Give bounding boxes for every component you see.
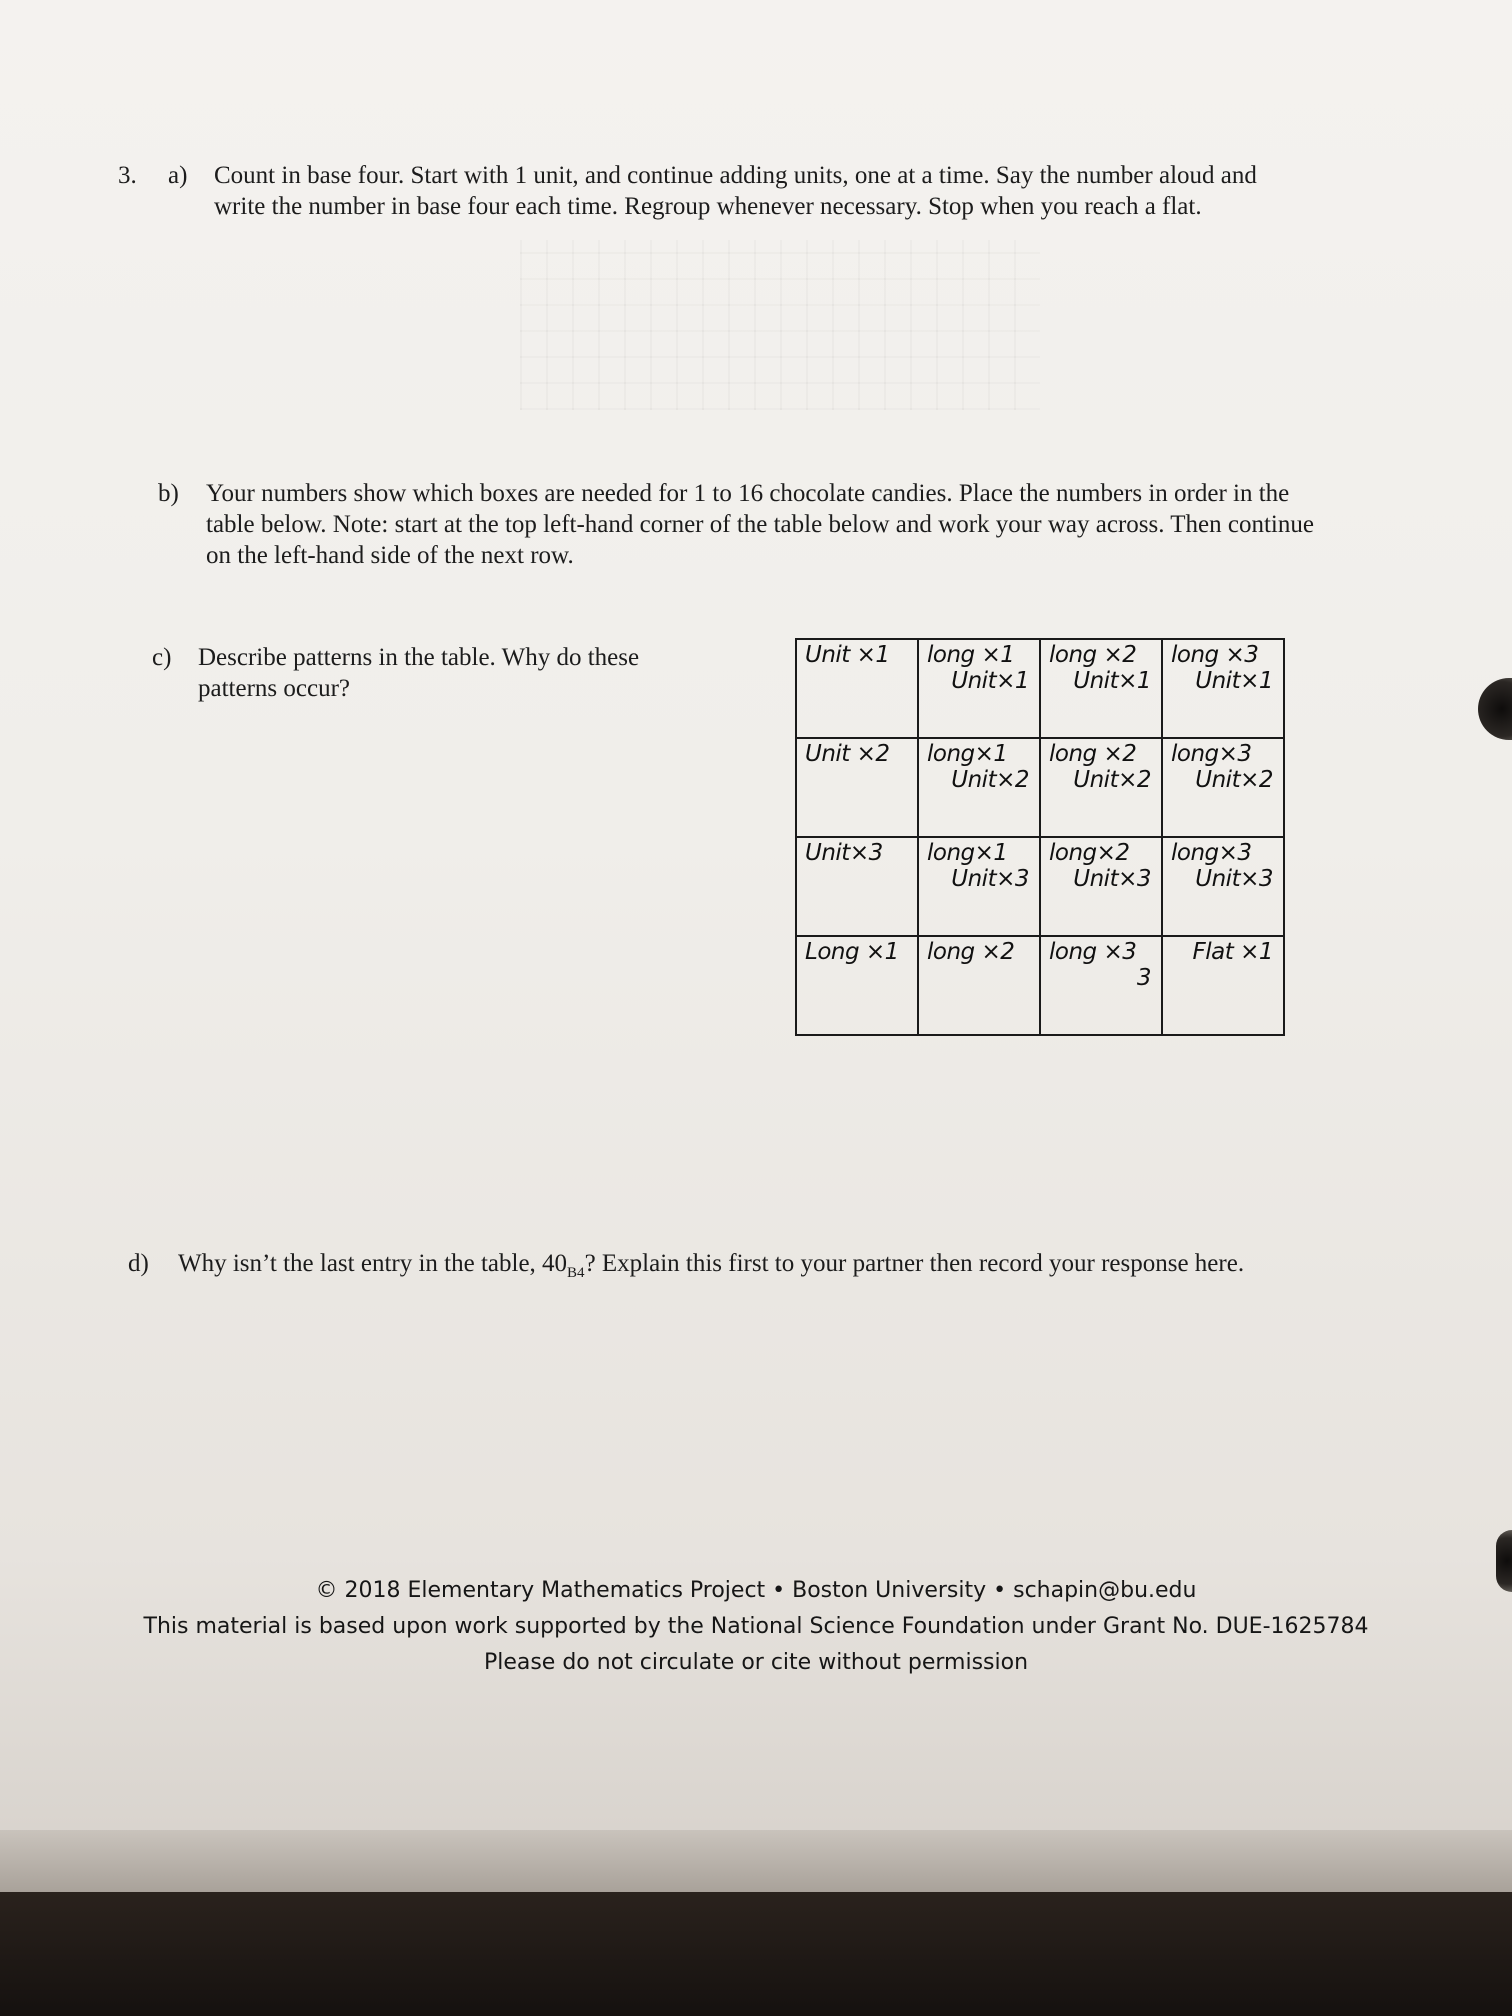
cell-line-2: Unit×3: [1073, 866, 1151, 892]
footer-line-1: © 2018 Elementary Mathematics Project • Boston University • schapin@bu.edu: [315, 1578, 1197, 1603]
cell-line-1: long×2: [1049, 840, 1130, 866]
table-cell: [1040, 936, 1162, 1035]
part-b: [158, 478, 1338, 578]
part-c: [152, 642, 672, 712]
cell-line-1: long×1: [927, 840, 1008, 866]
table-cell: [796, 837, 918, 936]
table-cell: [796, 738, 918, 837]
part-b-label: b): [158, 480, 179, 507]
cell-line-1: long ×3: [1049, 939, 1137, 965]
table-cell: [1040, 837, 1162, 936]
table-cell: [1162, 738, 1284, 837]
part-d-text: [178, 1248, 1308, 1289]
table-cell: [1040, 738, 1162, 837]
part-a-label: a): [168, 162, 188, 189]
part-d-subscript: B4: [567, 1265, 585, 1281]
cell-line-1: Long ×1: [805, 939, 899, 965]
table-cell: [1040, 639, 1162, 738]
cell-line-1: Unit ×1: [805, 642, 890, 668]
table-row: [796, 738, 1284, 837]
part-b-text: Your numbers show which boxes are needed for 1 to 16 chocolate candies. Place the numbers in order in the table below. Note: start at the top left-hand corner of the table below and work your way across. Then continue on the left-hand side of the next row.: [206, 480, 1314, 569]
cell-line-2: 3: [1136, 965, 1151, 991]
table-cell: [796, 639, 918, 738]
part-d-label: d): [128, 1250, 149, 1277]
cell-line-2: Unit×1: [1195, 668, 1273, 694]
answer-table-grid: [795, 638, 1285, 1036]
bleed-through-figure: [520, 240, 1040, 410]
underlying-page-edge: [0, 1830, 1512, 1892]
table-cell: [918, 639, 1040, 738]
footer-line-2: This material is based upon work supported by the National Science Foundation under Grant No. DUE-1625784: [143, 1614, 1369, 1639]
cell-line-2: Unit×2: [951, 767, 1029, 793]
table-row: [796, 936, 1284, 1035]
cell-line-1: Unit ×2: [805, 741, 890, 767]
cell-line-1: long×1: [927, 741, 1008, 767]
binder-hole-shadow-lower: [1496, 1530, 1512, 1592]
table-cell: [918, 837, 1040, 936]
background-surface: [0, 1892, 1512, 2016]
table-cell: [1162, 837, 1284, 936]
cell-line-1: long ×2: [927, 939, 1015, 965]
part-c-label: c): [152, 644, 172, 671]
cell-line-1: long ×2: [1049, 741, 1137, 767]
part-d: [128, 1248, 1328, 1318]
table-cell: [1162, 639, 1284, 738]
cell-line-1: Unit×3: [805, 840, 883, 866]
table-cell: [918, 936, 1040, 1035]
question-number: 3.: [118, 162, 137, 189]
cell-line-1: long×3: [1171, 741, 1252, 767]
table-cell: [796, 936, 918, 1035]
cell-line-2: Unit×2: [1073, 767, 1151, 793]
cell-line-1: long×3: [1171, 840, 1252, 866]
table-cell: [1162, 936, 1284, 1035]
cell-line-1: long ×3: [1171, 642, 1259, 668]
cell-line-2: Unit×1: [951, 668, 1029, 694]
cell-line-2: Flat ×1: [1192, 939, 1273, 965]
part-d-text-after: ? Explain this first to your partner then record your response here.: [584, 1250, 1245, 1277]
table-row: [796, 639, 1284, 738]
part-a: [168, 160, 1328, 260]
cell-line-2: Unit×2: [1195, 767, 1273, 793]
cell-line-2: Unit×3: [1195, 866, 1273, 892]
part-a-text: Count in base four. Start with 1 unit, and continue adding units, one at a time. Say the number aloud and write the number in base four each time. Regroup whenever necessary. Stop when you reach a flat.: [214, 162, 1257, 220]
answer-table: [795, 638, 1285, 1036]
cell-line-1: long ×2: [1049, 642, 1137, 668]
footer-line-3: Please do not circulate or cite without permission: [483, 1650, 1029, 1675]
cell-line-2: Unit×1: [1073, 668, 1151, 694]
cell-line-1: long ×1: [927, 642, 1015, 668]
table-cell: [918, 738, 1040, 837]
part-c-text: Describe patterns in the table. Why do these patterns occur?: [198, 644, 640, 702]
part-d-text-before: Why isn’t the last entry in the table, 40: [178, 1250, 568, 1277]
cell-line-2: Unit×3: [951, 866, 1029, 892]
table-row: [796, 837, 1284, 936]
